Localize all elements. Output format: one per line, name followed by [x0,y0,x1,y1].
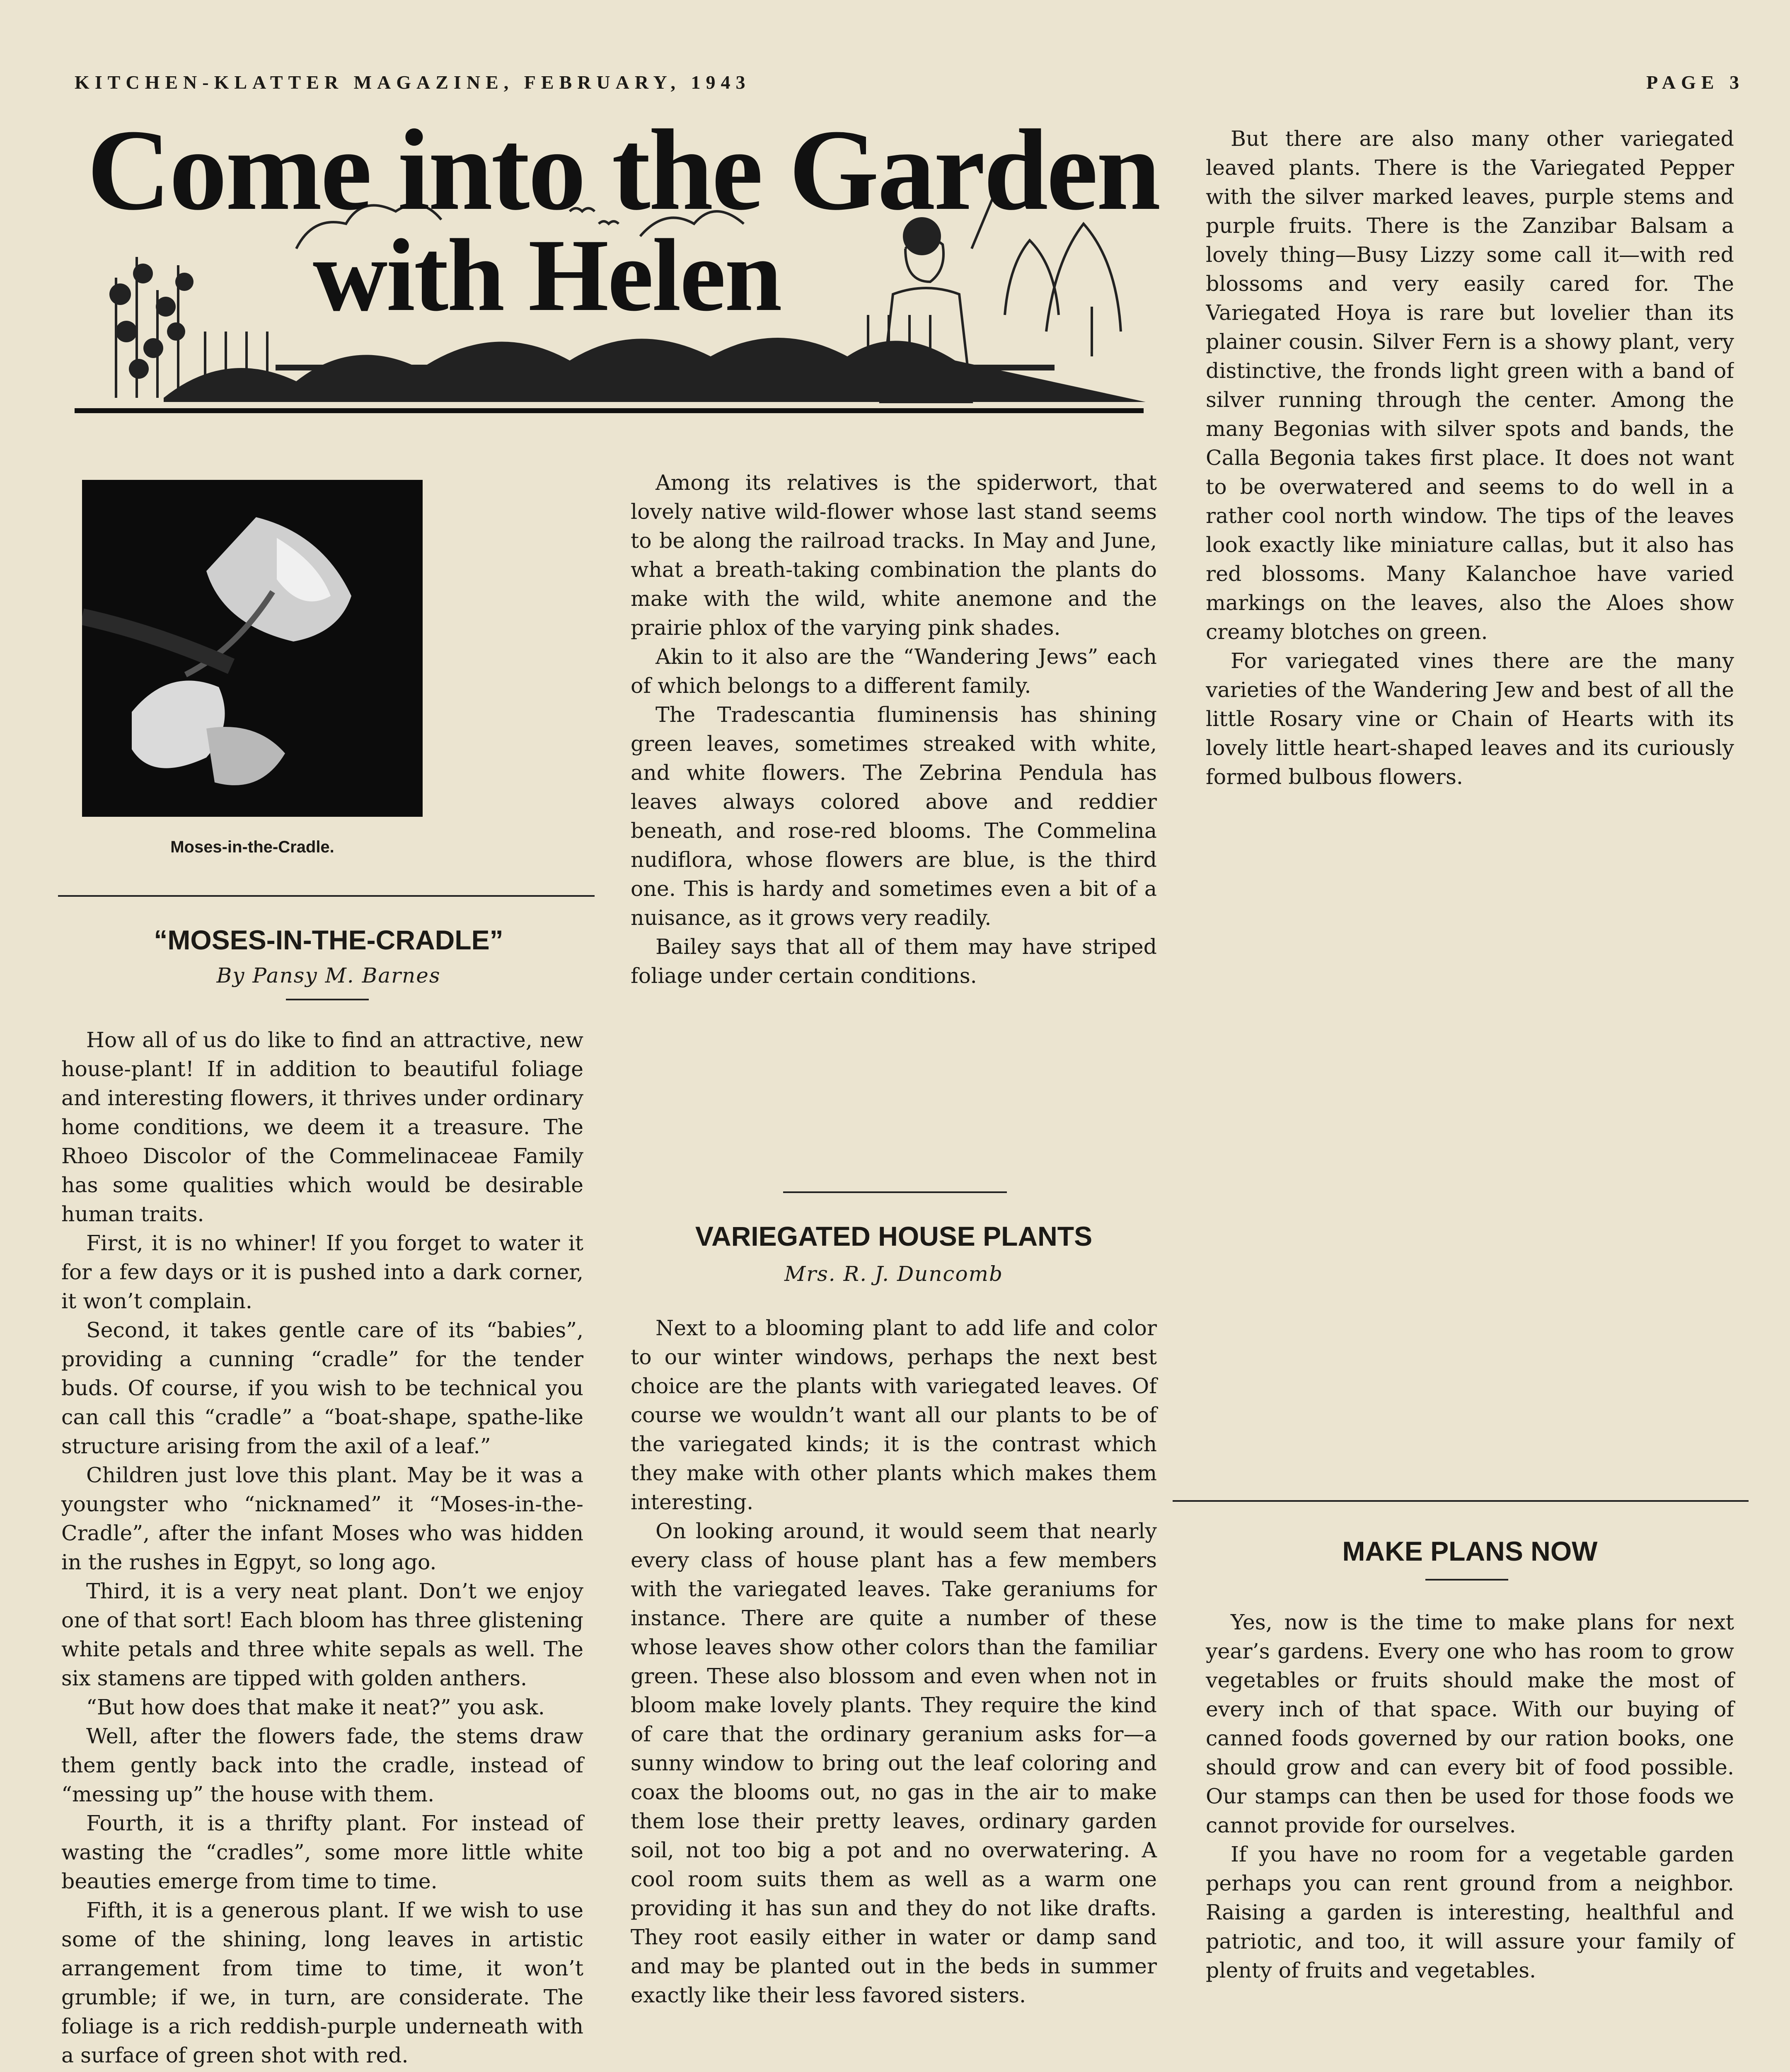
paragraph: Among its relatives is the spiderwort, that lovely native wild-flower whose last stand seems to be along the railroad tracks. In May and June, what a breath-taking combination the plants do make with the wild, white anemone and the prairie phlox of the varying pink shades. [631,470,1157,640]
paragraph: How all of us do like to find an attractive, new house-plant! If in addition to beautiful foliage and interesting flowers, it thrives under ordinary home conditions, we deem it a treasure. The Rhoeo Discolor of the Commelinaceae Family has some qualities which would be desirable human traits. [61,1028,583,1226]
article2-body-a [631,1314,1157,2010]
paragraph: But there are also many other variegated leaved plants. There is the Variegated Pepper with the silver marked leaves, purple stems and purple fruits. There is the Zanzibar Balsam a lovely thing—Busy Lizzy some call it—with red blossoms and very easily cared for. The Variegated Hoya is rare but lovelier than its plainer cousin. Silver Fern is a showy plant, very distinctive, the fronds light green with a band of silver running through the center. Among the many Begonias with silver spots and bands, the Calla Begonia takes first place. It does not want to be overwatered and seems to do well in a rather cool north window. The tips of the leaves look exactly like miniature callas, but it also has red blossoms. Many Kalanchoe have varied markings on the leaves, also the Aloes show creamy blotches on green. [1206,126,1734,644]
paragraph: Next to a blooming plant to add life and color to our winter windows, perhaps the next best choice are the plants with variegated leaves. Of course we wouldn’t want all our plants to be of the variegated kinds; it is the contrast which they make with other plants which makes them interesting. [631,1316,1157,1514]
paragraph: For variegated vines there are the many varieties of the Wandering Jew and best of all the little Rosary vine or Chain of Hearts with its lovely little heart-shaped leaves and its curiously formed bulbous flowers. [1206,649,1734,789]
article1-continued [631,468,1157,990]
column-rule [58,895,595,897]
article3-title: MAKE PLANS NOW [1342,1536,1598,1566]
article1-title: “MOSES-IN-THE-CRADLE” [154,925,503,955]
paragraph: Well, after the flowers fade, the stems draw them gently back into the cradle, instead of “messing up” the house with them. [61,1724,583,1806]
byline-rule [286,999,369,1000]
garden-banner [81,99,1159,419]
article2-title: VARIEGATED HOUSE PLANTS [695,1221,1093,1251]
paragraph: On looking around, it would seem that nearly every class of house plant has a few members with the variegated leaves. Take geraniums for instance. There are quite a number of these whose leaves show other colors than the familiar green. These also blossom and even when not in bloom make lovely plants. They require the kind of care that the ordinary geranium asks for—a sunny window to bring out the leaf coloring and coax the blooms out, no gas in the air to make them lose their pretty leaves, ordinary garden soil, not too big a pot and no overwatering. A cool room suits them as well as a warm one providing it has sun and they do not like drafts. They root easily either in water or damp sand and may be planted out in the beds in summer exactly like their less favored sisters. [631,1519,1157,2007]
paragraph: First, it is no whiner! If you forget to water it for a few days or it is pushed into a dark corner, it won’t complain. [61,1231,583,1313]
article1-byline: By Pansy M. Barnes [216,963,441,988]
paragraph: Fifth, it is a generous plant. If we wish to use some of the shining, long leaves in artistic arrangement from time to time, it won’t grumble; if we, in turn, are considerate. The foliage is a rich reddish-purple underneath with a surface of green shot with red. [61,1898,583,2067]
moses-cradle-photo [82,480,423,817]
article1-body [61,1026,583,2072]
paragraph: Fourth, it is a thrifty plant. For instead of wasting the “cradles”, some more little white beauties emerge from time to time. [61,1811,583,1893]
paragraph: If you have no room for a vegetable garden perhaps you can rent ground from a neighbor. Raising a garden is interesting, healthful and patriotic, and too, it will assure your family of plenty of fruits and vegetables. [1206,1842,1734,1982]
paragraph: Second, it takes gentle care of its “babies”, providing a cunning “cradle” for the tender buds. Of course, if you wish to be technical you can call this “cradle” a “boat-shape, spathe-like structure arising from the axil of a leaf.” [61,1318,583,1458]
section-rule [783,1191,1007,1193]
article2-body-c [1206,124,1734,1521]
article3-body [1206,1608,1734,1985]
flower-illustration [82,480,423,817]
magazine-title: KITCHEN-KLATTER MAGAZINE, FEBRUARY, 1943 [75,72,751,93]
column-rule [1173,1500,1749,1502]
article2-byline: Mrs. R. J. Duncomb [784,1262,1003,1286]
paragraph: Akin to it also are the “Wandering Jews” each of which belongs to a different family. [631,644,1157,698]
paragraph: Bailey says that all of them may have striped foliage under certain conditions. [631,934,1157,988]
paragraph: Yes, now is the time to make plans for next year’s gardens. Every one who has room to grow vegetables or fruits should make the most of every inch of that space. With our buying of canned foods governed by our ration books, one should grow and can every bit of food possible. Our stamps can then be used for those foods we cannot provide for ourselves. [1206,1610,1734,1837]
banner-title-line2: with Helen [313,218,781,333]
photo-caption: Moses-in-the-Cradle. [170,838,334,856]
paragraph: The Tradescantia fluminensis has shining green leaves, sometimes streaked with white, and white flowers. The Zebrina Pendula has leaves always colored above and reddier beneath, and rose-red blooms. The Commelina nudiflora, whose flowers are blue, is the third one. This is hardy and sometimes even a bit of a nuisance, as it grows very readily. [631,702,1157,930]
paragraph: Children just love this plant. May be it was a youngster who “nicknamed” it “Moses-in-the-Cradle”, after the infant Moses who was hidden in the rushes in Egpyt, so long ago. [61,1463,583,1574]
banner-rule [75,408,1144,413]
paragraph: Third, it is a very neat plant. Don’t we enjoy one of that sort! Each bloom has three glistening white petals and three white sepals as well. The six stamens are tipped with golden anthers. [61,1579,583,1690]
section-rule [1425,1579,1508,1581]
page-number: PAGE 3 [1646,72,1744,93]
paragraph [61,2070,583,2072]
banner-title-line1: Come into the Garden [87,105,1159,234]
paragraph: “But how does that make it neat?” you ask. [86,1695,545,1719]
running-header [75,71,1744,100]
